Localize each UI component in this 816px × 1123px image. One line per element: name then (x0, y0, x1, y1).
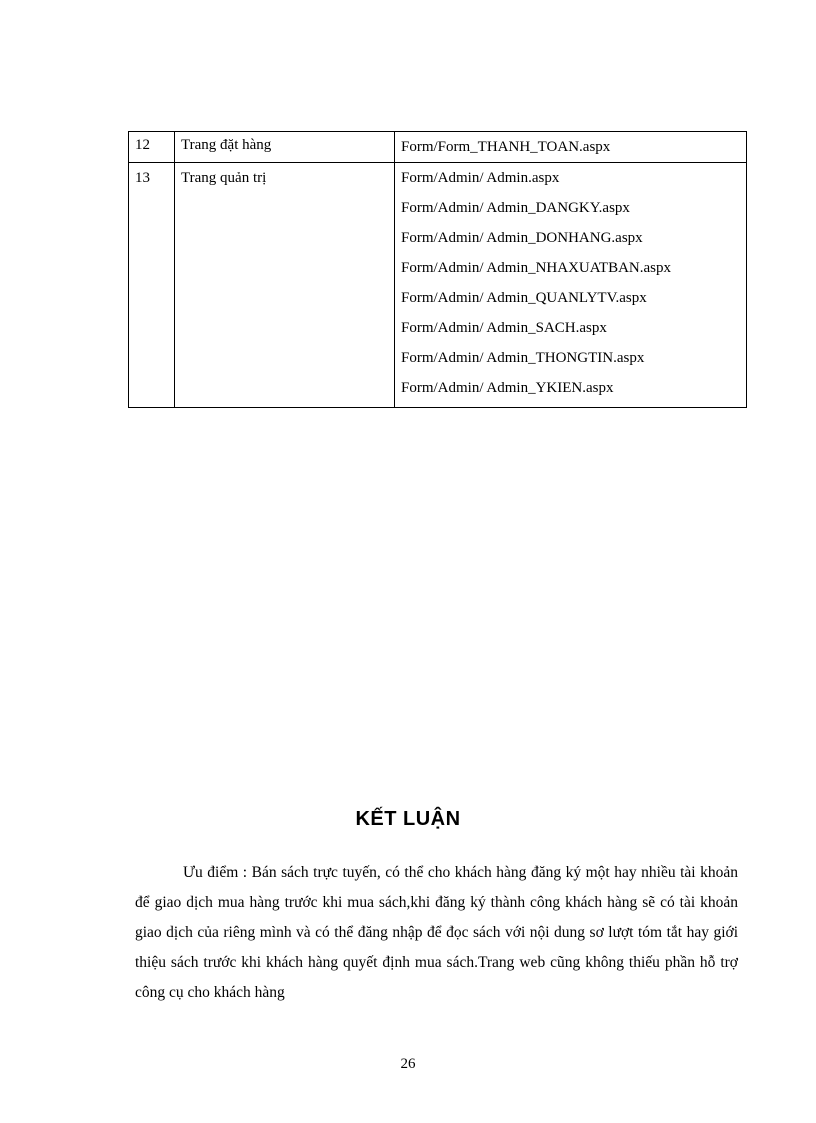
page-name: Trang quản trị (175, 163, 395, 408)
file-path: Form/Admin/ Admin_SACH.aspx (401, 320, 607, 336)
file-cell (395, 132, 747, 163)
file-path: Form/Admin/ Admin_YKIEN.aspx (401, 380, 614, 396)
conclusion-paragraph: Ưu điểm : Bán sách trực tuyến, có thể cho khách hàng đăng ký một hay nhiều tài khoản để giao dịch mua hàng trước khi mua sách,khi đăng ký thành công khách hàng sẽ có tài khoản giao dịch của riêng mình và có thể đăng nhập để đọc sách với nội dung sơ lượt tóm tắt hay giới thiệu sách trước khi khách hàng quyết định mua sách.Trang web cũng không thiếu phần hỗ trợ công cụ cho khách hàng (135, 864, 738, 1001)
table-row (129, 163, 747, 408)
section-heading: KẾT LUẬN (355, 808, 461, 830)
file-path: Form/Admin/ Admin_NHAXUATBAN.aspx (401, 260, 672, 276)
file-path: Form/Admin/ Admin.aspx (401, 170, 560, 186)
page-number: 26 (400, 1056, 416, 1072)
file-cell (395, 163, 747, 408)
file-path: Form/Admin/ Admin_DANGKY.aspx (401, 200, 630, 216)
page-name: Trang đặt hàng (175, 132, 395, 163)
row-number: 13 (129, 163, 175, 408)
file-path: Form/Admin/ Admin_THONGTIN.aspx (401, 350, 645, 366)
row-number: 12 (129, 132, 175, 163)
file-path: Form/Admin/ Admin_QUANLYTV.aspx (401, 290, 647, 306)
file-mapping-table (128, 131, 747, 408)
table-row (129, 132, 747, 163)
file-path: Form/Form_THANH_TOAN.aspx (401, 139, 611, 155)
file-path: Form/Admin/ Admin_DONHANG.aspx (401, 230, 643, 246)
